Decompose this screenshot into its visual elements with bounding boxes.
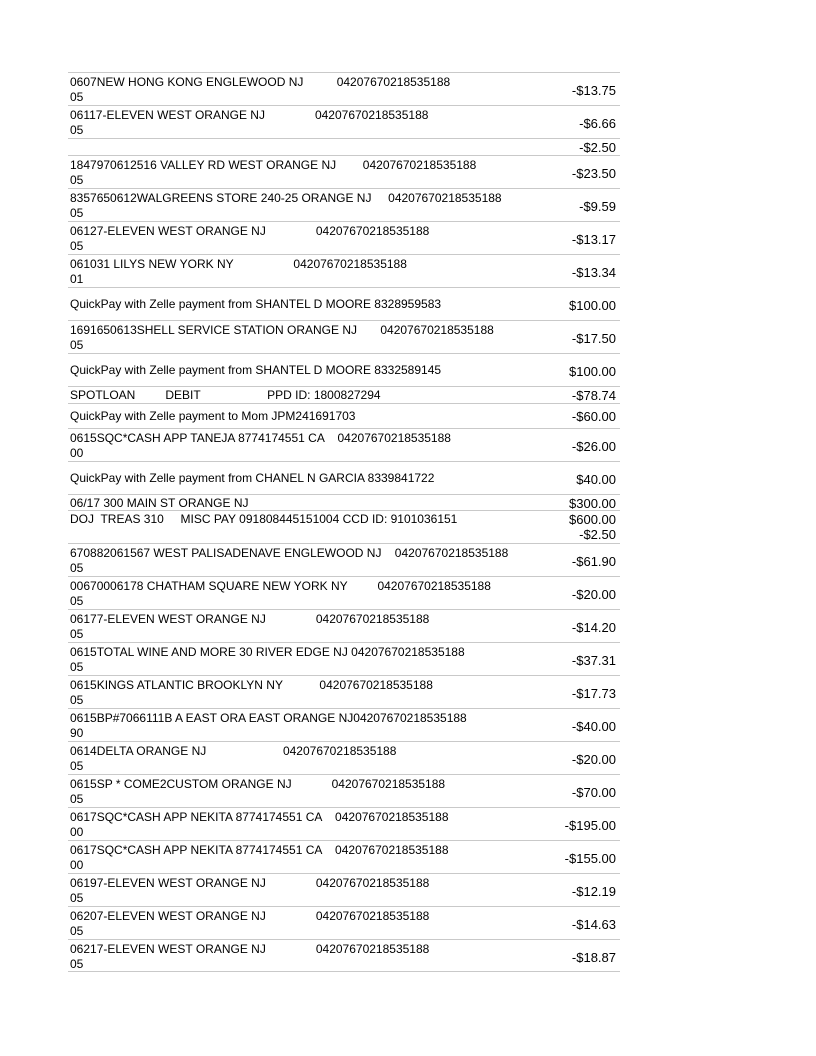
transaction-description: 670882061567 WEST PALISADENAVE ENGLEWOOD NJ 04207670218535188 [70,546,509,560]
transaction-amount: $600.00 [569,512,616,527]
transaction-row [68,576,620,609]
transaction-row [68,188,620,221]
transaction-amount: -$155.00 [564,851,616,866]
transaction-row [68,906,620,939]
transaction-amount: -$78.74 [571,388,616,403]
transaction-amount: -$12.19 [571,884,616,899]
transaction-row [68,543,620,576]
transaction-description-cont: 05 [70,660,84,674]
transaction-amount: -$17.73 [571,686,616,701]
transaction-row [68,221,620,254]
transaction-description: 06197-ELEVEN WEST ORANGE NJ 04207670218535188 [70,876,430,890]
transaction-amount: -$2.50 [579,140,616,155]
transaction-amount: -$20.00 [571,587,616,602]
transaction-description: 0615BP#7066111B A EAST ORA EAST ORANGE NJ04207670218535188 [70,711,467,725]
transaction-description: 0617SQC*CASH APP NEKITA 8774174551 CA 04207670218535188 [70,810,449,824]
transaction-row [68,526,620,543]
transaction-description-cont: 05 [70,173,84,187]
transaction-description: 06177-ELEVEN WEST ORANGE NJ 04207670218535188 [70,612,430,626]
transaction-row [68,774,620,807]
transaction-description: 0615KINGS ATLANTIC BROOKLYN NY 04207670218535188 [70,678,433,692]
transaction-description-cont: 05 [70,239,84,253]
transaction-amount: -$6.66 [579,116,616,131]
transaction-amount: -$70.00 [571,785,616,800]
transaction-row [68,494,620,510]
transaction-description: 0615TOTAL WINE AND MORE 30 RIVER EDGE NJ 04207670218535188 [70,645,465,659]
transaction-row [68,105,620,138]
transaction-amount: -$14.63 [571,917,616,932]
transaction-row [68,287,620,320]
transaction-row [68,386,620,403]
transaction-description: 06/17 300 MAIN ST ORANGE NJ [70,496,249,510]
transaction-description-cont: 05 [70,206,84,220]
transaction-description: 8357650612WALGREENS STORE 240-25 ORANGE NJ 04207670218535188 [70,191,502,205]
transaction-row [68,320,620,353]
transaction-row [68,138,620,155]
transaction-table [68,72,620,972]
transaction-description: 1847970612516 VALLEY RD WEST ORANGE NJ 04207670218535188 [70,158,477,172]
transaction-amount: $40.00 [576,472,616,487]
transaction-description: DOJ TREAS 310 MISC PAY 091808445151004 CCD ID: 9101036151 [70,512,458,526]
transaction-description: 0617SQC*CASH APP NEKITA 8774174551 CA 04207670218535188 [70,843,449,857]
transaction-description-cont: 05 [70,561,84,575]
transaction-amount: -$14.20 [571,620,616,635]
transaction-row [68,428,620,461]
transaction-row [68,807,620,840]
transaction-description-cont: 05 [70,891,84,905]
transaction-amount: -$40.00 [571,719,616,734]
transaction-description: 061031 LILYS NEW YORK NY 04207670218535188 [70,257,407,271]
transaction-row [68,254,620,287]
transaction-description: 06217-ELEVEN WEST ORANGE NJ 04207670218535188 [70,942,430,956]
transaction-amount: -$13.75 [571,83,616,98]
transaction-description: QuickPay with Zelle payment to Mom JPM241691703 [70,409,356,423]
transaction-description: 0614DELTA ORANGE NJ 04207670218535188 [70,744,397,758]
transaction-amount: -$37.31 [571,653,616,668]
transaction-description-cont: 05 [70,924,84,938]
transaction-row [68,510,620,526]
transaction-description: 0607NEW HONG KONG ENGLEWOOD NJ 04207670218535188 [70,75,451,89]
transaction-description-cont: 05 [70,627,84,641]
transaction-row [68,461,620,494]
transaction-amount: -$20.00 [571,752,616,767]
transaction-amount: $300.00 [569,496,616,511]
transaction-description-cont: 05 [70,123,84,137]
transaction-description: 06207-ELEVEN WEST ORANGE NJ 04207670218535188 [70,909,430,923]
transaction-amount: $100.00 [569,298,616,313]
transaction-row [68,675,620,708]
transaction-description: 06117-ELEVEN WEST ORANGE NJ 04207670218535188 [70,108,429,122]
transaction-row [68,155,620,188]
transaction-amount: -$2.50 [579,527,616,542]
transaction-row [68,642,620,675]
transaction-description-cont: 01 [70,272,84,286]
transaction-description: 00670006178 CHATHAM SQUARE NEW YORK NY 04207670218535188 [70,579,491,593]
transaction-amount: -$23.50 [571,166,616,181]
transaction-amount: -$60.00 [571,409,616,424]
transaction-description: QuickPay with Zelle payment from SHANTEL D MOORE 8328959583 [70,297,442,311]
transaction-row [68,840,620,873]
transaction-description-cont: 05 [70,338,84,352]
transaction-amount: -$26.00 [571,439,616,454]
transaction-description-cont: 00 [70,825,84,839]
transaction-description-cont: 90 [70,726,84,740]
transaction-row [68,72,620,105]
transaction-description: 1691650613SHELL SERVICE STATION ORANGE NJ 04207670218535188 [70,323,494,337]
transaction-description-cont: 00 [70,446,84,460]
transaction-description-cont: 00 [70,858,84,872]
transaction-description-cont: 05 [70,957,84,971]
transaction-row [68,873,620,906]
transaction-row [68,353,620,386]
transaction-amount: -$13.17 [571,232,616,247]
transaction-amount: -$17.50 [571,331,616,346]
transaction-description-cont: 05 [70,792,84,806]
transaction-amount: -$9.59 [579,199,616,214]
transaction-amount: -$13.34 [571,265,616,280]
transaction-description-cont: 05 [70,693,84,707]
transaction-description: QuickPay with Zelle payment from CHANEL N GARCIA 8339841722 [70,471,435,485]
transaction-row [68,708,620,741]
transaction-row [68,741,620,774]
transaction-amount: -$18.87 [571,950,616,965]
transaction-row [68,939,620,972]
transaction-amount: -$61.90 [571,554,616,569]
transaction-amount: $100.00 [569,364,616,379]
transaction-row [68,609,620,642]
transaction-row [68,403,620,428]
transaction-description: 06127-ELEVEN WEST ORANGE NJ 04207670218535188 [70,224,430,238]
transaction-description-cont: 05 [70,759,84,773]
transaction-description: 0615SP * COME2CUSTOM ORANGE NJ 04207670218535188 [70,777,446,791]
transaction-description: SPOTLOAN DEBIT PPD ID: 1800827294 [70,388,381,402]
transaction-description-cont: 05 [70,594,84,608]
transaction-description: 0615SQC*CASH APP TANEJA 8774174551 CA 04207670218535188 [70,431,451,445]
transaction-description-cont: 05 [70,90,84,104]
transaction-description: QuickPay with Zelle payment from SHANTEL D MOORE 8332589145 [70,363,442,377]
transaction-amount: -$195.00 [564,818,616,833]
